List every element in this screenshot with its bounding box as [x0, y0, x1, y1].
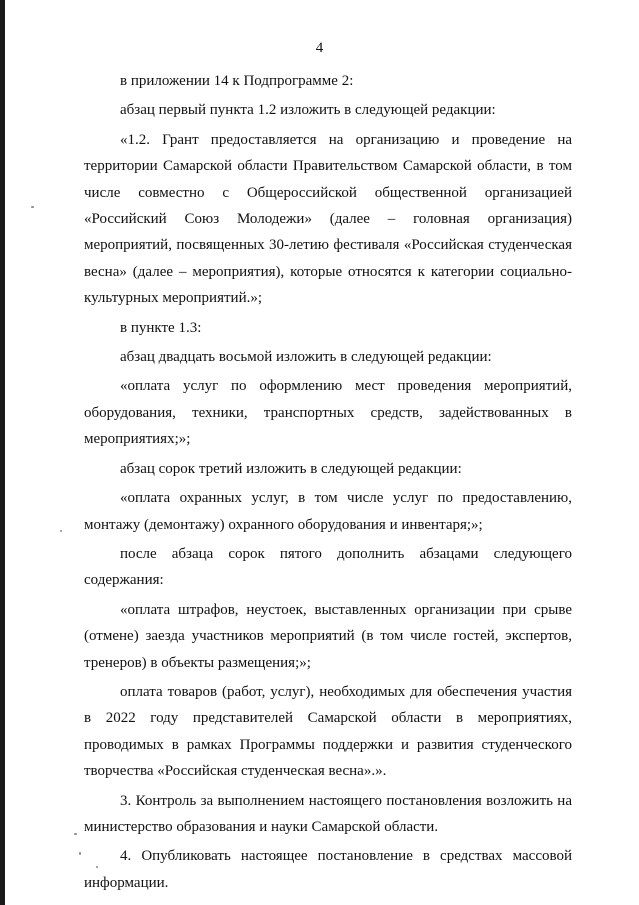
paragraph-clause-1-3: в пункте 1.3: [120, 319, 202, 336]
paragraph-clause-1-2-text: «1.2. Грант предоставляется на организацию и проведение на территории Самарской области Правительством Самарской области, в том числе совместно с Общероссийской общественной организацией «Российский Союз Молодежи» (далее – головная организация) мероприятий, посвященных 30-летию фестиваля «Российская студенческая весна» (далее – мероприятия), которые относятся к категории социально-культурных мероприятий.»; [84, 131, 572, 307]
paragraph-43-text: «оплата охранных услуг, в том числе услуг по предоставлению, монтажу (демонтажу) охранного оборудования и инвентаря;»; [84, 490, 572, 533]
paragraph-control: 3. Контроль за выполнением настоящего постановления возложить на министерство образования и науки Самарской области. [84, 792, 572, 835]
paragraph-45-intro: после абзаца сорок пятого дополнить абзацами следующего содержания: [84, 545, 572, 589]
paragraph-clause-1-2-intro: абзац первый пункта 1.2 изложить в следующей редакции: [120, 102, 496, 119]
scan-speck [60, 530, 62, 532]
scan-speck [31, 206, 34, 208]
paragraph-appendix-14: в приложении 14 к Подпрограмме 2: [120, 73, 354, 89]
document-body [84, 68, 572, 896]
paragraph-fines-text: «оплата штрафов, неустоек, выставленных организации при срыве (отмене) заезда участников мероприятий (в том числе гостей, экспертов, тренеров) в объекты размещения;»; [84, 601, 572, 671]
scan-speck [79, 852, 81, 855]
paragraph-goods-text: оплата товаров (работ, услуг), необходимых для обеспечения участия в 2022 году представителей Самарской области в мероприятиях, проводимых в рамках Программы поддержки и развития студенческого творчества «Российская студенческая весна».». [84, 683, 572, 780]
scan-speck [74, 833, 77, 835]
paragraph-28-text: «оплата услуг по оформлению мест проведения мероприятий, оборудования, техники, транспортных средств, задействованных в мероприятиях;»; [84, 378, 572, 448]
scan-speck [96, 866, 98, 868]
paragraph-28-intro: абзац двадцать восьмой изложить в следующей редакции: [120, 349, 492, 366]
scan-edge-shadow [0, 0, 5, 905]
paragraph-publish: 4. Опубликовать настоящее постановление в средствах массовой информации. [84, 848, 572, 891]
page-number: 4 [315, 40, 324, 56]
paragraph-43-intro: абзац сорок третий изложить в следующей редакции: [120, 460, 462, 477]
